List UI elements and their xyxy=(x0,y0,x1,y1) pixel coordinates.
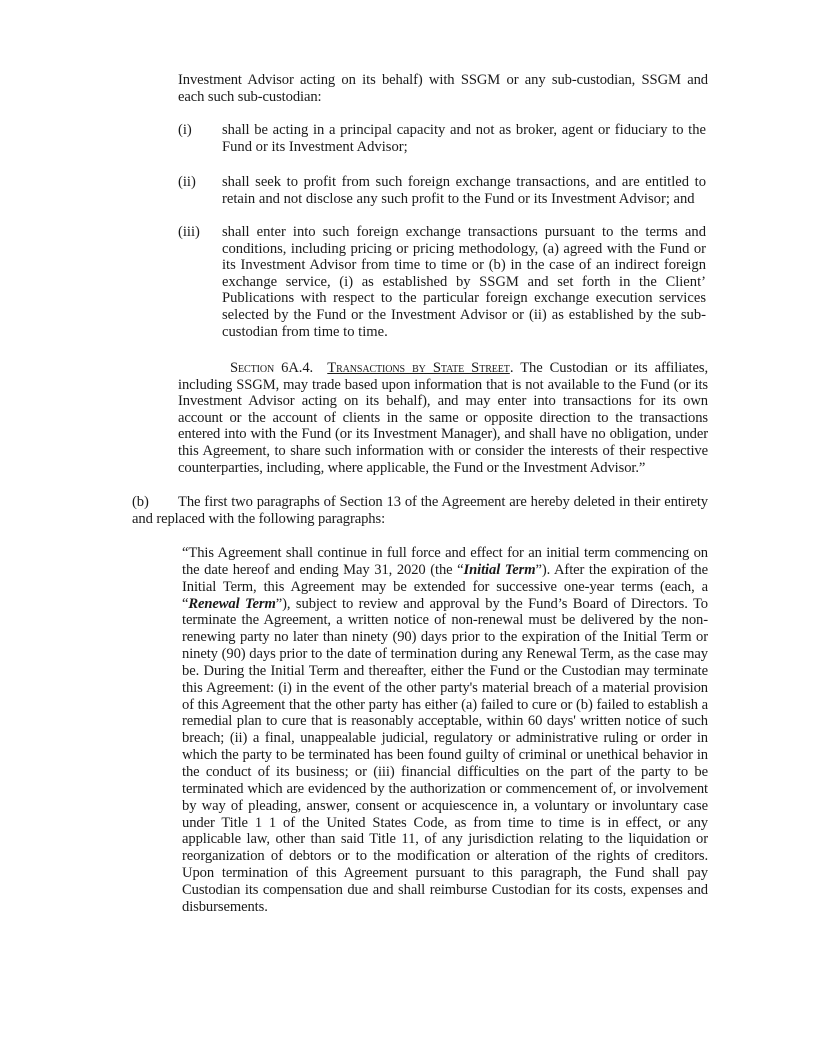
list-item-text: shall enter into such foreign exchange transactions pursuant to the terms and conditions, including pricing or pricing methodology, (a) agreed with the Fund or its Investment Advisor from time to time or (b) in the case of an indirect foreign exchange service, (i) as established by SSGM and set forth in the Client’ Publications with respect to the particular foreign exchange execution services selected by the Fund or the Investment Advisor or (ii) as established by the sub-custodian from time to time. xyxy=(222,224,706,340)
initial-term-defined: Initial Term xyxy=(463,561,536,578)
list-item-number: (iii) xyxy=(178,224,200,240)
list-item-text: shall be acting in a principal capacity and not as broker, agent or fiduciary to the Fund or its Investment Advisor; xyxy=(222,122,706,155)
list-item-number: (i) xyxy=(178,122,192,138)
section-6a4-paragraph xyxy=(178,360,708,476)
list-item-text: shall seek to profit from such foreign exchange transactions, and are entitled to retain and not disclose any such profit to the Fund or its Investment Advisor; and xyxy=(222,174,706,207)
section-body: The Custodian or its affiliates, including SSGM, may trade based upon information that is not available to the Fund (or its Investment Advisor acting on its behalf), and may enter into transactions for its own account or the account of clients in the same or opposite direction to the transactions entered into with the Fund (or its Investment Manager), and shall have no obligation, under this Agreement, to share such information with or consider the interests of their respective counterparties, including, where applicable, the Fund or the Investment Advisor.” xyxy=(178,360,708,476)
intro-line-1: Investment Advisor acting on its behalf) with SSGM or any sub-custodian, SSGM and xyxy=(178,72,708,88)
section-heading: Transactions by State Street xyxy=(327,360,510,376)
quote-text-1: “This Agreement shall continue in full force and effect for an initial term commencing on the date hereof and ending May 31, 2020 (the “ xyxy=(182,545,708,578)
intro-line-2: each such sub-custodian: xyxy=(178,89,322,105)
list-item-number: (ii) xyxy=(178,174,196,190)
paragraph-b-number: (b) xyxy=(132,494,149,510)
paragraph-b-text: The first two paragraphs of Section 13 of the Agreement are hereby deleted in their entirety and replaced with the following paragraphs: xyxy=(132,494,708,527)
section-heading-period: . xyxy=(509,360,514,376)
quote-text-3: ”), subject to review and approval by the Fund’s Board of Directors. To terminate the Agreement, a written notice of non-renewal must be delivered by the non-renewing party no later than ninety (90) days prior to the expiration of the Initial Term or ninety (90) days prior to the date of termination during any Renewal Term, as the case may be. During the Initial Term and thereafter, either the Fund or the Custodian may terminate this Agreement: (i) in the event of the other party's material breach of a material provision of this Agreement that the other party has either (a) failed to cure or (b) failed to establish a remedial plan to cure that is reasonably acceptable, within 60 days' written notice of such breach; (ii) a final, unappealable judicial, regulatory or administrative ruling or order in which the party to be terminated has been found guilty of criminal or unethical behavior in the conduct of its business; or (iii) financial difficulties on the part of the party to be terminated which are evidenced by the authorization or commencement of, or involvement by way of pleading, answer, consent or acquiescence in, a voluntary or involuntary case under Title 1 1 of the United States Code, as from time to time is in effect, or any applicable law, other than said Title 11, of any jurisdiction relating to the liquidation or reorganization of debtors or to the modification or alteration of the rights of creditors. Upon termination of this Agreement pursuant to this paragraph, the Fund shall pay Custodian its compensation due and shall reimburse Custodian for its costs, expenses and disbursements. xyxy=(182,595,708,915)
renewal-term-defined: Renewal Term xyxy=(188,595,276,612)
section-label: Section 6A.4. xyxy=(230,360,314,376)
paragraph-b xyxy=(132,494,708,527)
quote-text-2: ”). After the expiration of the Initial Term, this Agreement may be extended for successive one-year terms (each, a “ xyxy=(182,561,709,612)
quoted-agreement-block xyxy=(182,545,708,916)
